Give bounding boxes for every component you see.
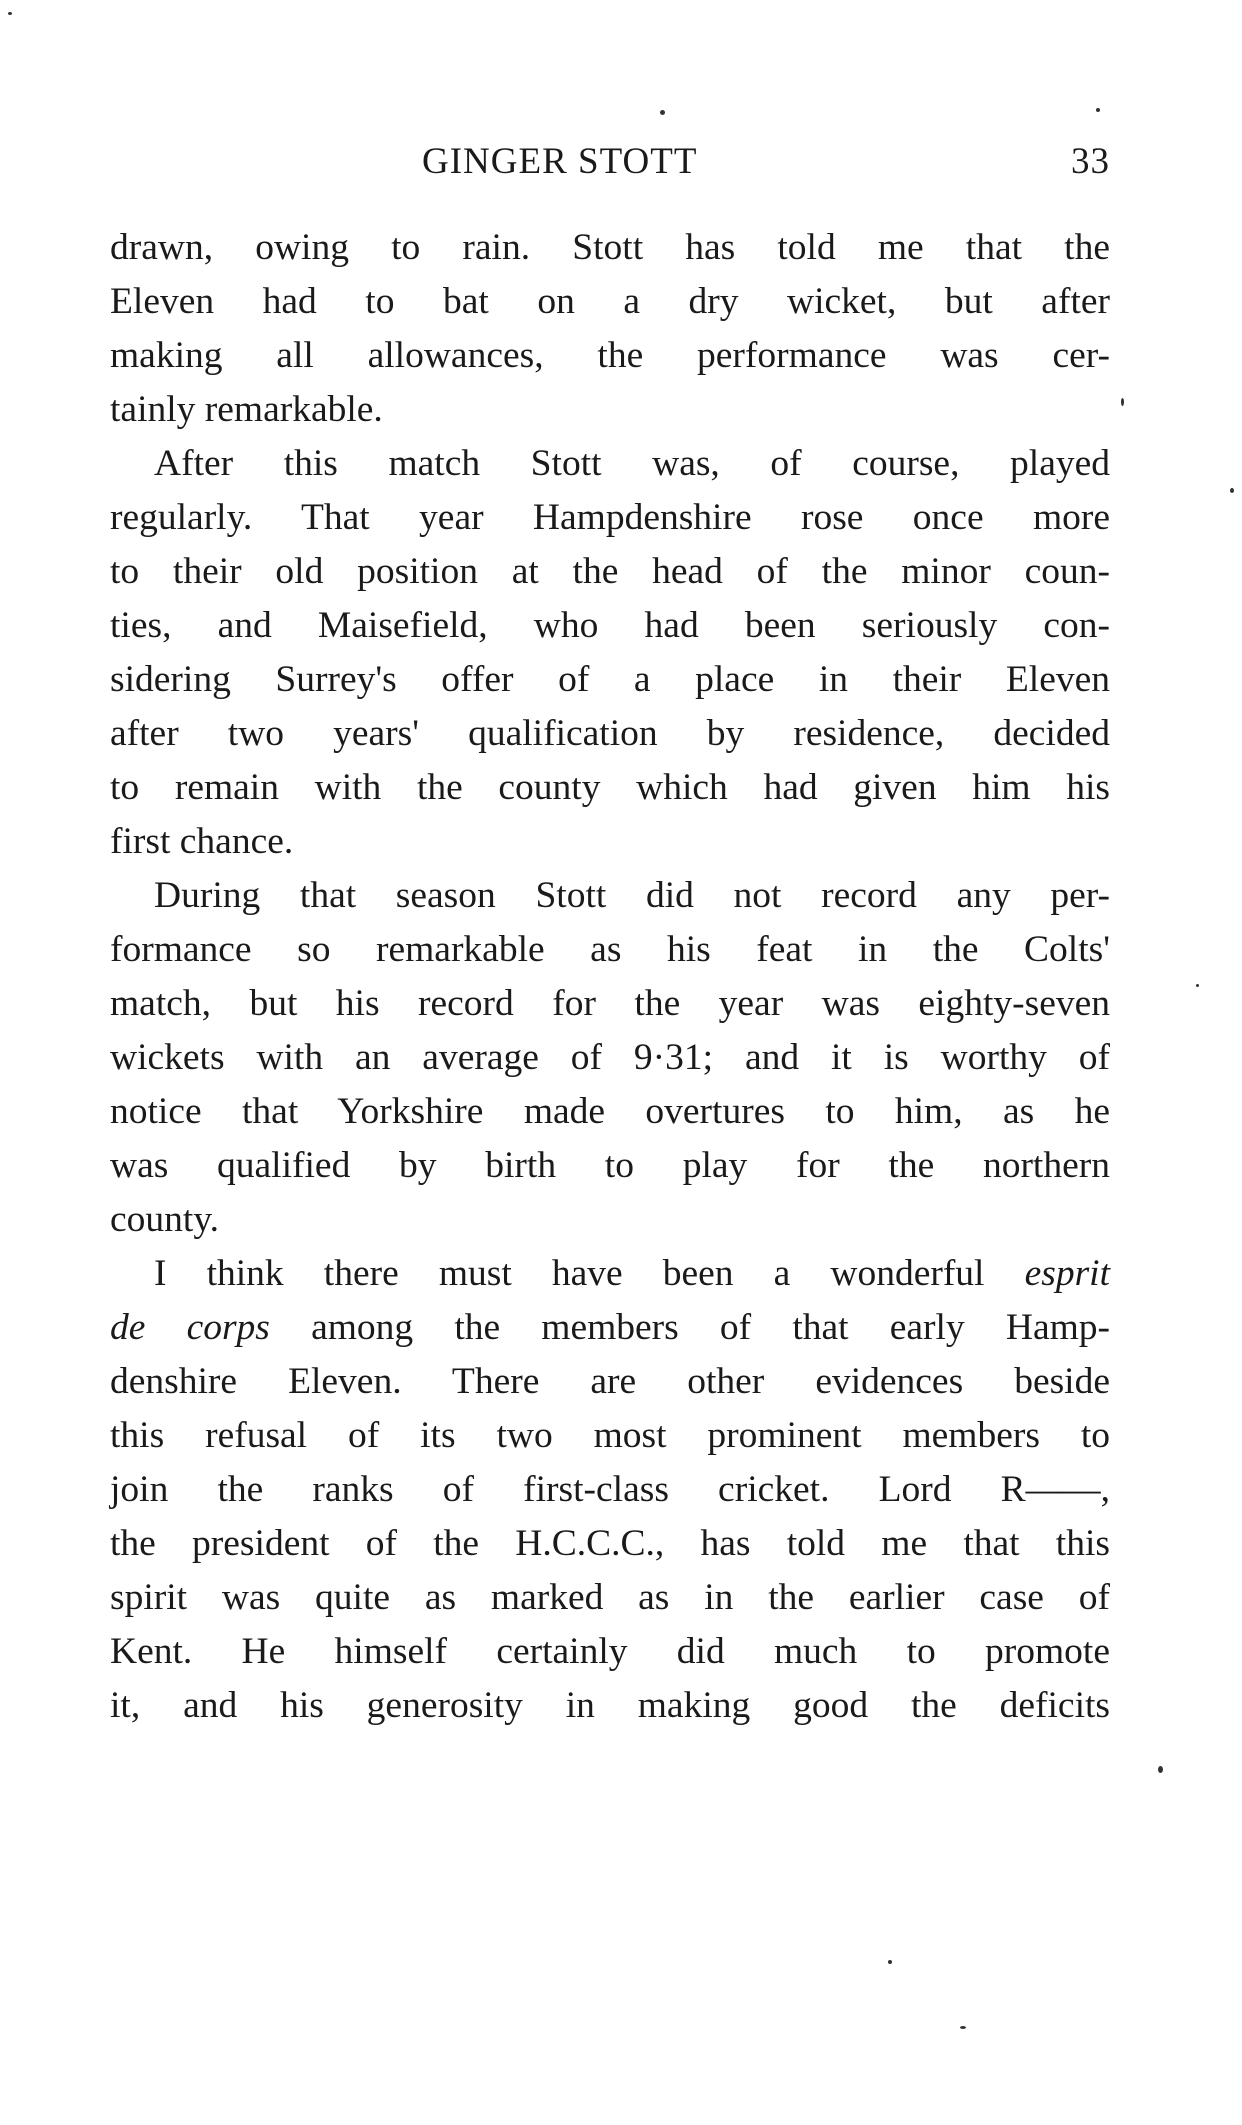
text-line: spirit was quite as marked as in the earlier case of: [110, 1577, 1110, 1618]
text-line: During that season Stott did not record any per-: [154, 875, 1110, 916]
running-head: [110, 140, 1110, 190]
scan-speck: [1096, 108, 1100, 112]
text-line: was qualified by birth to play for the northern: [110, 1145, 1110, 1186]
text-line: the president of the H.C.C.C., has told me that this: [110, 1523, 1110, 1564]
text-line: making all allowances, the performance was cer-: [110, 335, 1110, 376]
scan-speck: [1230, 488, 1234, 493]
text-line: denshire Eleven. There are other evidences beside: [110, 1361, 1110, 1402]
scan-speck: [1196, 984, 1199, 987]
text-line: tainly remarkable.: [110, 389, 383, 430]
running-title: GINGER STOTT: [422, 141, 698, 182]
text-line: county.: [110, 1199, 220, 1240]
text-line: ties, and Maisefield, who had been seriously con-: [110, 605, 1110, 646]
text-line: [110, 1247, 1110, 1301]
text-line: sidering Surrey's offer of a place in their Eleven: [110, 659, 1110, 700]
text-line: Eleven had to bat on a dry wicket, but after: [110, 281, 1110, 322]
scan-speck: [1158, 1766, 1163, 1773]
text-line: formance so remarkable as his feat in the Colts': [110, 929, 1110, 970]
text-line: drawn, owing to rain. Stott has told me that the: [110, 227, 1110, 268]
text-line: first chance.: [110, 821, 294, 862]
italic-phrase: de corps: [110, 1307, 270, 1348]
text-line: to remain with the county which had given him his: [110, 767, 1110, 808]
body-text: [110, 221, 1110, 1733]
text-line: it, and his generosity in making good the deficits: [110, 1685, 1110, 1726]
text-line: regularly. That year Hampdenshire rose once more: [110, 497, 1110, 538]
scan-speck: [660, 110, 665, 115]
text-line: [110, 1301, 1110, 1355]
text-line-segment: among the members of that early Hamp-: [269, 1307, 1110, 1348]
scan-speck: [8, 12, 12, 15]
text-line: after two years' qualification by residence, decided: [110, 713, 1110, 754]
scan-speck: [1121, 398, 1124, 406]
text-line-segment: I think there must have been a wonderful: [154, 1253, 985, 1294]
scan-speck: [960, 2026, 966, 2029]
page-number: 33: [1071, 141, 1110, 182]
text-line: to their old position at the head of the minor coun-: [110, 551, 1110, 592]
text-line: wickets with an average of 9·31; and it is worthy of: [110, 1037, 1110, 1078]
text-line: match, but his record for the year was eighty-seven: [110, 983, 1110, 1024]
scan-speck: [888, 1960, 892, 1964]
text-line: join the ranks of first-class cricket. Lord R——,: [110, 1469, 1110, 1510]
text-line: Kent. He himself certainly did much to promote: [110, 1631, 1110, 1672]
text-line: After this match Stott was, of course, played: [154, 443, 1110, 484]
text-line: notice that Yorkshire made overtures to him, as he: [110, 1091, 1110, 1132]
italic-phrase: esprit: [1024, 1253, 1111, 1294]
text-line: this refusal of its two most prominent members to: [110, 1415, 1110, 1456]
